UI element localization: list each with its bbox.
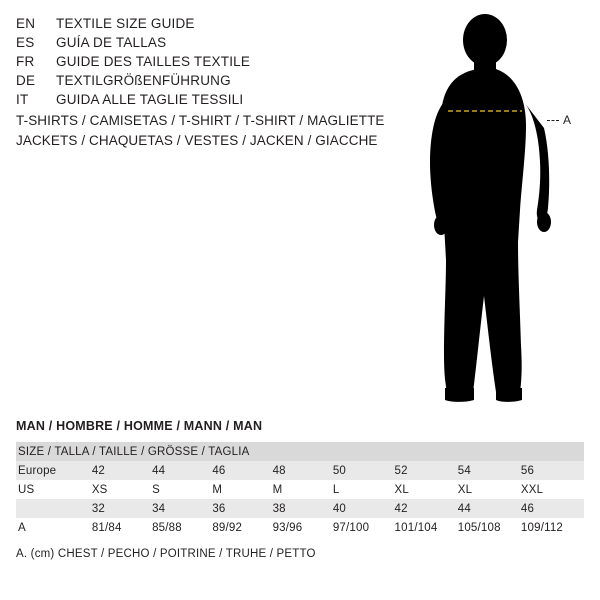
table-cell: 93/96: [273, 518, 333, 537]
table-cell: 97/100: [333, 518, 395, 537]
table-cell: XS: [92, 480, 152, 499]
table-cell: 56: [521, 461, 584, 480]
language-title: GUIDA ALLE TAGLIE TESSILI: [56, 92, 244, 107]
table-title: MAN / HOMBRE / HOMME / MANN / MAN: [16, 419, 263, 433]
language-row: [16, 16, 396, 35]
language-code: DE: [16, 73, 36, 88]
row-label: US: [16, 480, 92, 499]
table-cell: 44: [152, 461, 212, 480]
row-label: A: [16, 518, 92, 537]
table-cell: 109/112: [521, 518, 584, 537]
table-cell: 46: [521, 499, 584, 518]
category-jackets: JACKETS / CHAQUETAS / VESTES / JACKEN / GIACCHE: [16, 133, 378, 148]
table-row: [16, 518, 584, 537]
table-row: [16, 461, 584, 480]
measure-leader-line: [547, 120, 559, 121]
table-cell: 32: [92, 499, 152, 518]
table-cell: L: [333, 480, 395, 499]
table-footnote: A. (cm) CHEST / PECHO / POITRINE / TRUHE / PETTO: [16, 548, 316, 560]
language-title: TEXTILE SIZE GUIDE: [56, 16, 195, 31]
language-list: [16, 16, 396, 111]
table-cell: 85/88: [152, 518, 212, 537]
table-cell: 42: [395, 499, 458, 518]
table-cell: 89/92: [212, 518, 272, 537]
table-cell: M: [212, 480, 272, 499]
category-tshirts: T-SHIRTS / CAMISETAS / T-SHIRT / T-SHIRT / MAGLIETTE: [16, 113, 385, 128]
table-cell: M: [273, 480, 333, 499]
table-cell: 105/108: [458, 518, 521, 537]
man-silhouette-illustration: [400, 10, 600, 410]
language-row: [16, 35, 396, 54]
table-cell: 34: [152, 499, 212, 518]
table-cell: 52: [395, 461, 458, 480]
table-cell: XL: [458, 480, 521, 499]
language-code: FR: [16, 54, 35, 69]
table-cell: 42: [92, 461, 152, 480]
table-cell: 48: [273, 461, 333, 480]
table-cell: 50: [333, 461, 395, 480]
table-header-label: SIZE / TALLA / TAILLE / GRÖSSE / TAGLIA: [16, 442, 584, 461]
table-cell: 101/104: [395, 518, 458, 537]
row-label: Europe: [16, 461, 92, 480]
table-cell: 44: [458, 499, 521, 518]
table-row: [16, 499, 584, 518]
table-row: [16, 480, 584, 499]
language-title: GUIDE DES TAILLES TEXTILE: [56, 54, 251, 69]
table-cell: S: [152, 480, 212, 499]
language-row: [16, 73, 396, 92]
language-title: GUÍA DE TALLAS: [56, 35, 167, 50]
table-cell: 36: [212, 499, 272, 518]
table-cell: 54: [458, 461, 521, 480]
table-cell: XXL: [521, 480, 584, 499]
table-header-row: [16, 442, 584, 461]
size-table: [16, 442, 584, 537]
table-cell: XL: [395, 480, 458, 499]
table-cell: 38: [273, 499, 333, 518]
table-cell: 40: [333, 499, 395, 518]
table-cell: 81/84: [92, 518, 152, 537]
language-row: [16, 92, 396, 111]
language-code: EN: [16, 16, 36, 31]
language-row: [16, 54, 396, 73]
language-code: ES: [16, 35, 35, 50]
language-code: IT: [16, 92, 29, 107]
table-cell: 46: [212, 461, 272, 480]
man-silhouette-icon: [400, 10, 600, 410]
measure-label-a: A: [563, 113, 572, 127]
row-label: [16, 499, 92, 518]
language-title: TEXTILGRÖßENFÜHRUNG: [56, 73, 231, 88]
category-list: [16, 111, 416, 151]
